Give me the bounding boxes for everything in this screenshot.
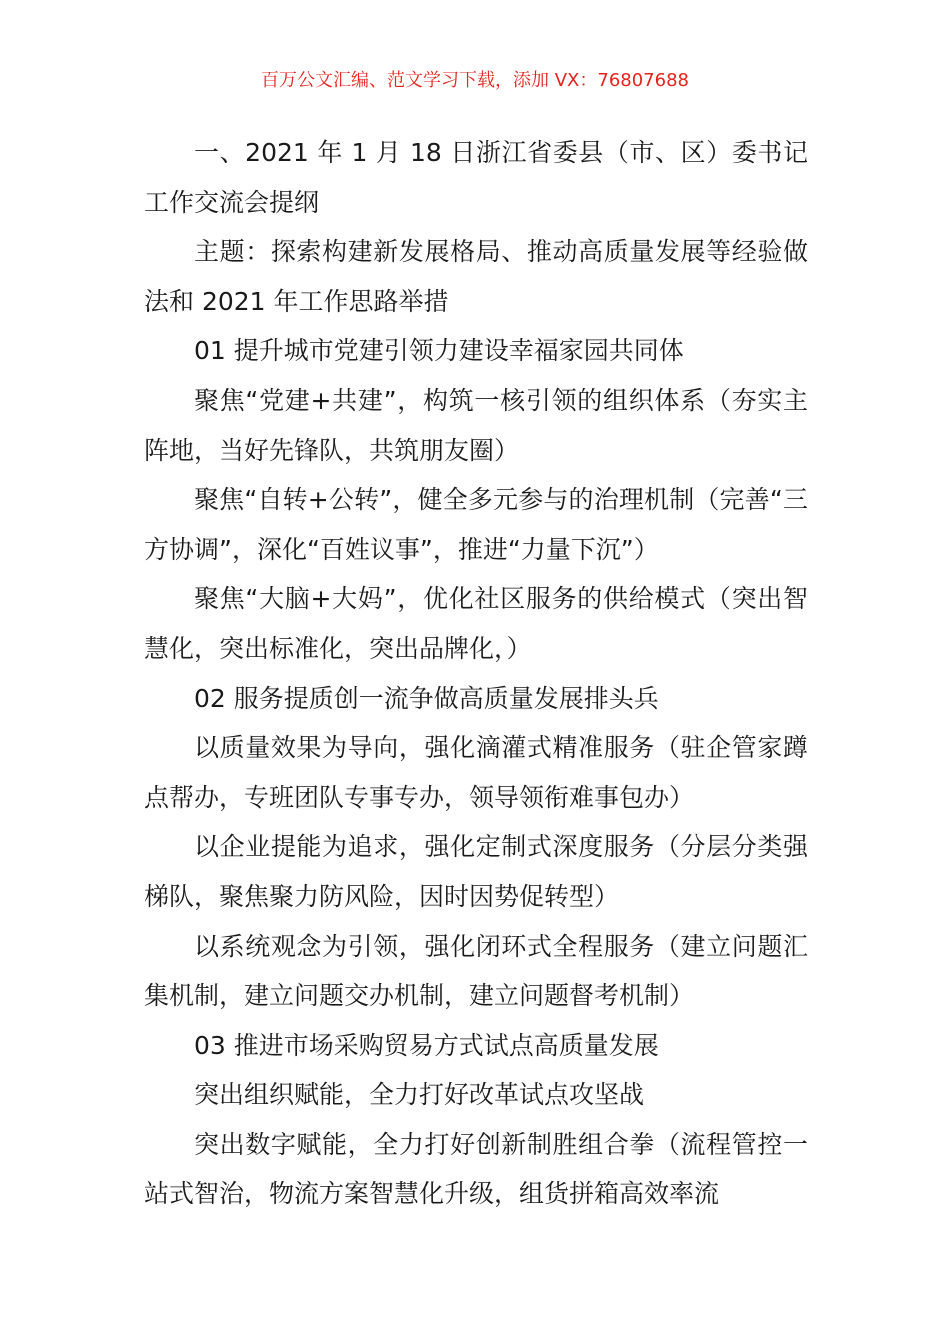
section-heading-03: 03 推进市场采购贸易方式试点高质量发展: [194, 1030, 659, 1060]
section-heading-02: 02 服务提质创一流争做高质量发展排头兵: [194, 683, 659, 713]
paragraph: 聚焦“自转+公转”，健全多元参与的治理机制（完善“三方协调”，深化“百姓议事”，推进“力量下沉”）: [144, 485, 808, 564]
paragraph: 聚焦“党建+共建”，构筑一核引领的组织体系（夯实主阵地，当好先锋队，共筑朋友圈）: [144, 385, 808, 465]
paragraph: 突出组织赋能，全力打好改革试点攻坚战: [194, 1080, 645, 1110]
download-notice-header: 百万公文汇编、范文学习下载，添加 VX：76807688: [261, 70, 689, 91]
document-body: [144, 128, 808, 1219]
paragraph: 以质量效果为导向，强化滴灌式精准服务（驻企管家蹲点帮办，专班团队专事专办，领导领衔难事包办）: [144, 733, 808, 812]
paragraph: 以系统观念为引领，强化闭环式全程服务（建立问题汇集机制，建立问题交办机制，建立问题督考机制）: [144, 931, 808, 1011]
paragraph: 以企业提能为追求，强化定制式深度服务（分层分类强梯队，聚焦聚力防风险，因时因势促转型）: [144, 832, 808, 911]
paragraph: 聚焦“大脑+大妈”，优化社区服务的供给模式（突出智慧化，突出标准化，突出品牌化，）: [144, 584, 808, 663]
paragraph: 突出数字赋能，全力打好创新制胜组合拳（流程管控一站式智治，物流方案智慧化升级，组货拼箱高效率流: [144, 1129, 808, 1209]
document-title: 一、2021 年 1 月 18 日浙江省委县（市、区）委书记工作交流会提纲: [144, 138, 808, 217]
section-heading-01: 01 提升城市党建引领力建设幸福家园共同体: [194, 336, 684, 366]
paragraph-theme: 主题：探索构建新发展格局、推动高质量发展等经验做法和 2021 年工作思路举措: [144, 237, 808, 316]
